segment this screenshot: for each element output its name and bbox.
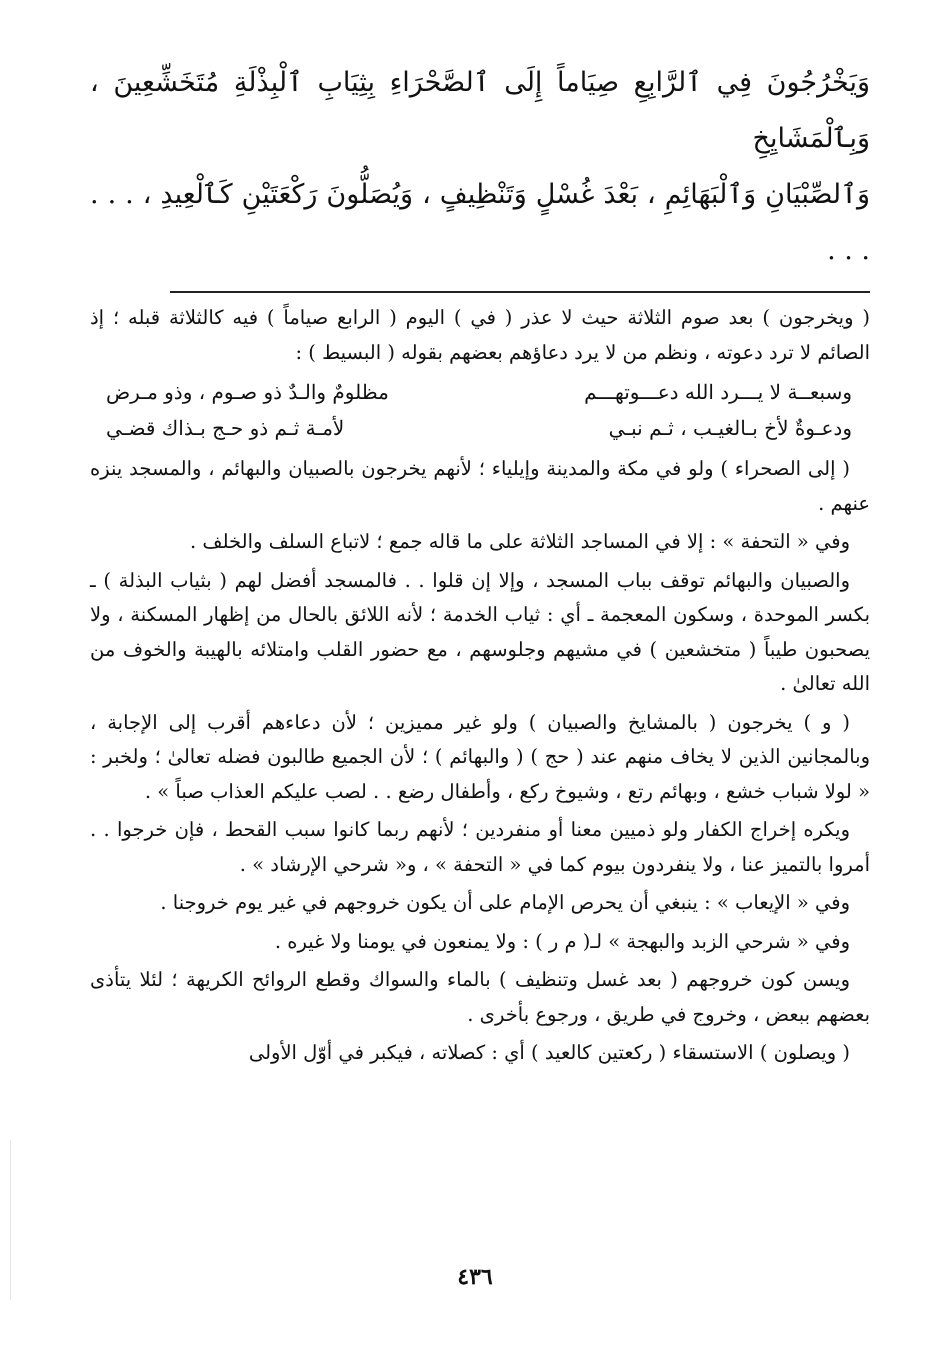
poem-hemistich: ودعـوةٌ لأخ بـالغيـب ، ثـم نبـي bbox=[608, 416, 852, 440]
commentary-paragraph: والصبيان والبهائم توقف بباب المسجد ، وإلا إن قلوا . . فالمسجد أفضل لهم ( بثياب البذلة ) ـ بكسر الموحدة ، وسكون المعجمة ـ أي : ثياب الخدمة ؛ لأنه اللائق بالحال من إظهار المسكنة ، ولا يصحبون طيباً ( متخشعين ) في مشيهم وجلوسهم ، مع حضور القلب وامتلائه بالهيبة والخوف من الله تعالىٰ . bbox=[90, 568, 870, 695]
commentary-paragraph: ( إلى الصحراء ) ولو في مكة والمدينة وإيلياء ؛ لأنهم يخرجون بالصبيان والبهائم ، والمسجد ينزه عنهم . bbox=[90, 457, 870, 515]
poem-line bbox=[90, 410, 870, 446]
poem bbox=[90, 374, 870, 446]
page-number: ٤٣٦ bbox=[457, 1264, 493, 1290]
commentary-paragraph: ( ويخرجون ) بعد صوم الثلاثة حيث لا عذر ( في ) اليوم ( الرابع صياماً ) فيه كالثلاثة قبله ؛ إذ الصائم لا ترد دعوته ، ونظم من لا يرد دعاؤهم بعضهم بقوله ( البسيط ) : bbox=[90, 306, 870, 364]
commentary-paragraph: ( ويصلون ) الاستسقاء ( ركعتين كالعيد ) أي : كصلاته ، فيكبر في أوّل الأولى bbox=[248, 1041, 850, 1064]
commentary bbox=[90, 301, 870, 1071]
matn-text bbox=[90, 55, 870, 279]
poem-hemistich: لأمـة ثـم ذو حـج بـذاك قضـي bbox=[106, 416, 345, 440]
commentary-paragraph: وفي « التحفة » : إلا في المساجد الثلاثة على ما قاله جمع ؛ لاتباع السلف والخلف . bbox=[190, 530, 850, 553]
commentary-paragraph: ويكره إخراج الكفار ولو ذميين معنا أو منفردين ؛ لأنهم ربما كانوا سبب القحط ، فإن خرجوا . . أمروا بالتميز عنا ، ولا ينفردون بيوم كما في « التحفة » ، و« شرحي الإرشاد » . bbox=[90, 818, 870, 876]
commentary-paragraph: ويسن كون خروجهم ( بعد غسل وتنظيف ) بالماء والسواك وقطع الروائح الكريهة ؛ لئلا يتأذى بعضهم ببعض ، وخروج في طريق ، ورجوع بأخرى . bbox=[90, 968, 870, 1026]
poem-hemistich: مظلومٌ والـدٌ ذو صـوم ، وذو مـرض bbox=[106, 380, 389, 404]
commentary-paragraph: وفي « الإيعاب » : ينبغي أن يحرص الإمام على أن يكون خروجهم في غير يوم خروجنا . bbox=[160, 891, 850, 914]
poem-line bbox=[90, 374, 870, 410]
matn-line: وَيَخْرُجُونَ فِي ٱلرَّابِعِ صِيَاماً إِلَى ٱلصَّحْرَاءِ بِثِيَابِ ٱلْبِذْلَةِ مُتَخَشِّعِينَ ، وَبِٱلْمَشَايِخِ bbox=[90, 67, 870, 154]
page-body bbox=[90, 55, 870, 1075]
commentary-paragraph: وفي « شرحي الزبد والبهجة » لـ( م ر ) : ولا يمنعون في يومنا ولا غيره . bbox=[274, 929, 850, 953]
commentary-paragraph: ( و ) يخرجون ( بالمشايخ والصبيان ) ولو غير مميزين ؛ لأن دعاءهم أقرب إلى الإجابة ، وبالمجانين الذين لا يخاف منهم عند ( حج ) ( والبهائم ) ؛ لأن الجميع طالبون فضله تعالىٰ ؛ ولخبر : « لولا شباب خشع ، وبهائم رتع ، وشيوخ ركع ، وأطفال رضع . . لصب عليكم العذاب صباً » . bbox=[90, 710, 870, 803]
matn-line: وَٱلصِّبْيَانِ وَٱلْبَهَائِمِ ، بَعْدَ غُسْلٍ وَتَنْظِيفٍ ، وَيُصَلُّونَ رَكْعَتَيْنِ كَٱلْعِيدِ ، . . . . . . bbox=[90, 179, 870, 266]
separator-rule bbox=[170, 291, 870, 293]
poem-hemistich: وسبعــة لا يـــرد الله دعـــوتهـــم bbox=[584, 380, 852, 404]
